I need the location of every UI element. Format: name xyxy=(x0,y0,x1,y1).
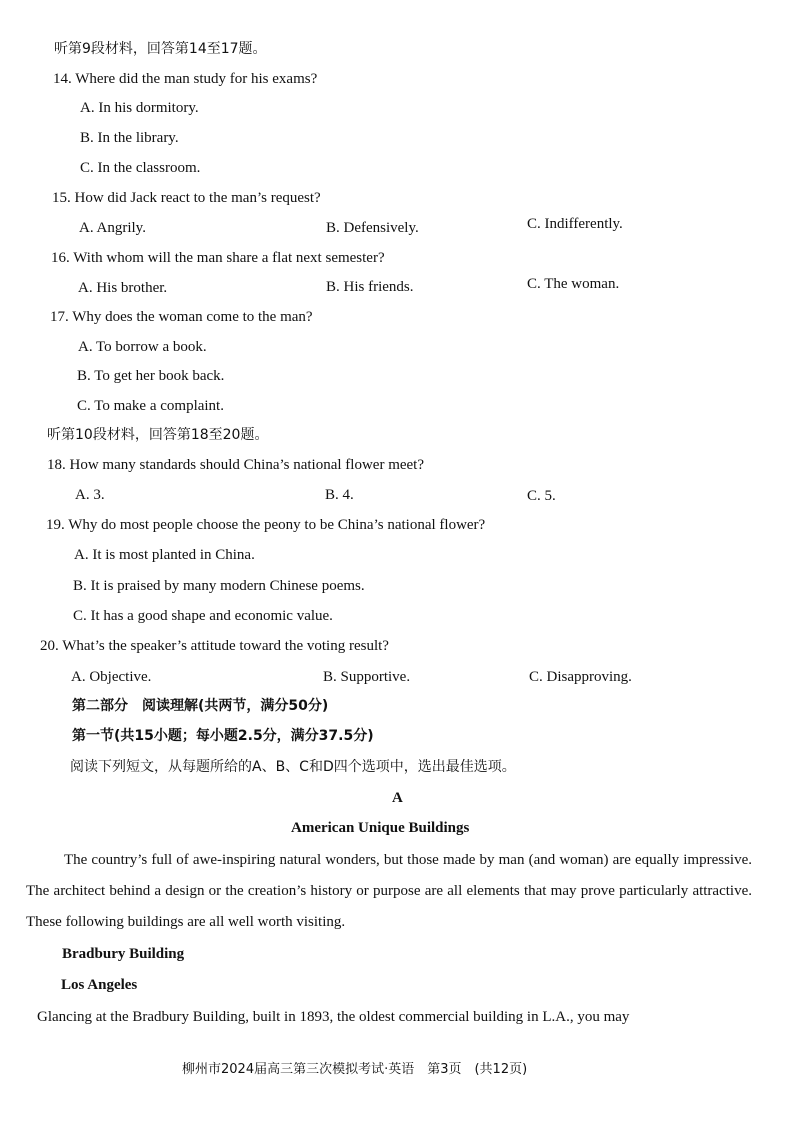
option-b: B. 4. xyxy=(325,487,354,503)
option-a: A. In his dormitory. xyxy=(80,100,199,116)
question-stem: 14. Where did the man study for his exams? xyxy=(53,71,318,87)
building-name: Bradbury Building xyxy=(62,946,185,962)
option-b: B. In the library. xyxy=(80,130,179,146)
option-c: C. Disapproving. xyxy=(529,669,632,685)
instructions: 阅读下列短文，从每题所给的A、B、C和D四个选项中，选出最佳选项。 xyxy=(70,759,516,775)
building-location: Los Angeles xyxy=(61,977,138,993)
option-b: B. It is praised by many modern Chinese poems. xyxy=(73,578,365,594)
question-stem: 15. How did Jack react to the man’s request? xyxy=(52,190,321,206)
section1-title: 第一节(共15小题；每小题2.5分，满分37.5分) xyxy=(72,728,374,744)
option-b: B. His friends. xyxy=(326,279,414,295)
option-a: A. It is most planted in China. xyxy=(74,547,255,563)
option-c: C. To make a complaint. xyxy=(77,398,224,414)
building-text: Glancing at the Bradbury Building, built in 1893, the oldest commercial building in L.A., you may xyxy=(37,1009,630,1025)
option-b: B. Supportive. xyxy=(323,669,411,685)
question-stem: 18. How many standards should China’s national flower meet? xyxy=(47,457,425,473)
option-c: C. In the classroom. xyxy=(80,160,201,176)
passage-letter: A xyxy=(392,790,403,806)
option-a: A. Angrily. xyxy=(79,220,146,236)
option-b: B. Defensively. xyxy=(326,220,419,236)
part2-title: 第二部分 阅读理解(共两节，满分50分) xyxy=(72,698,329,714)
option-a: A. His brother. xyxy=(78,280,168,296)
option-c: C. It has a good shape and economic value. xyxy=(73,608,333,624)
passage-title: American Unique Buildings xyxy=(291,820,470,836)
option-a: A. 3. xyxy=(75,487,105,503)
passage-intro: The country’s full of awe-inspiring natural wonders, but those made by man (and woman) are equally impressive. The architect behind a design or the creation’s history or purpose are all elements that may prove particularly attractive. These following buildings are all well worth visiting. xyxy=(26,852,752,930)
section9-intro: 听第9段材料，回答第14至17题。 xyxy=(54,41,267,57)
question-stem: 17. Why does the woman come to the man? xyxy=(50,309,313,325)
option-c: C. The woman. xyxy=(527,276,620,292)
option-c: C. Indifferently. xyxy=(527,216,623,232)
question-stem: 16. With whom will the man share a flat next semester? xyxy=(51,250,385,266)
question-stem: 20. What’s the speaker’s attitude toward the voting result? xyxy=(40,638,389,654)
option-a: A. To borrow a book. xyxy=(78,339,207,355)
option-a: A. Objective. xyxy=(71,669,152,685)
page-footer: 柳州市2024届高三第三次模拟考试·英语 第3页 (共12页) xyxy=(182,1062,528,1077)
question-stem: 19. Why do most people choose the peony to be China’s national flower? xyxy=(46,517,486,533)
option-c: C. 5. xyxy=(527,488,556,504)
section10-intro: 听第10段材料，回答第18至20题。 xyxy=(47,427,269,443)
option-b: B. To get her book back. xyxy=(77,368,225,384)
